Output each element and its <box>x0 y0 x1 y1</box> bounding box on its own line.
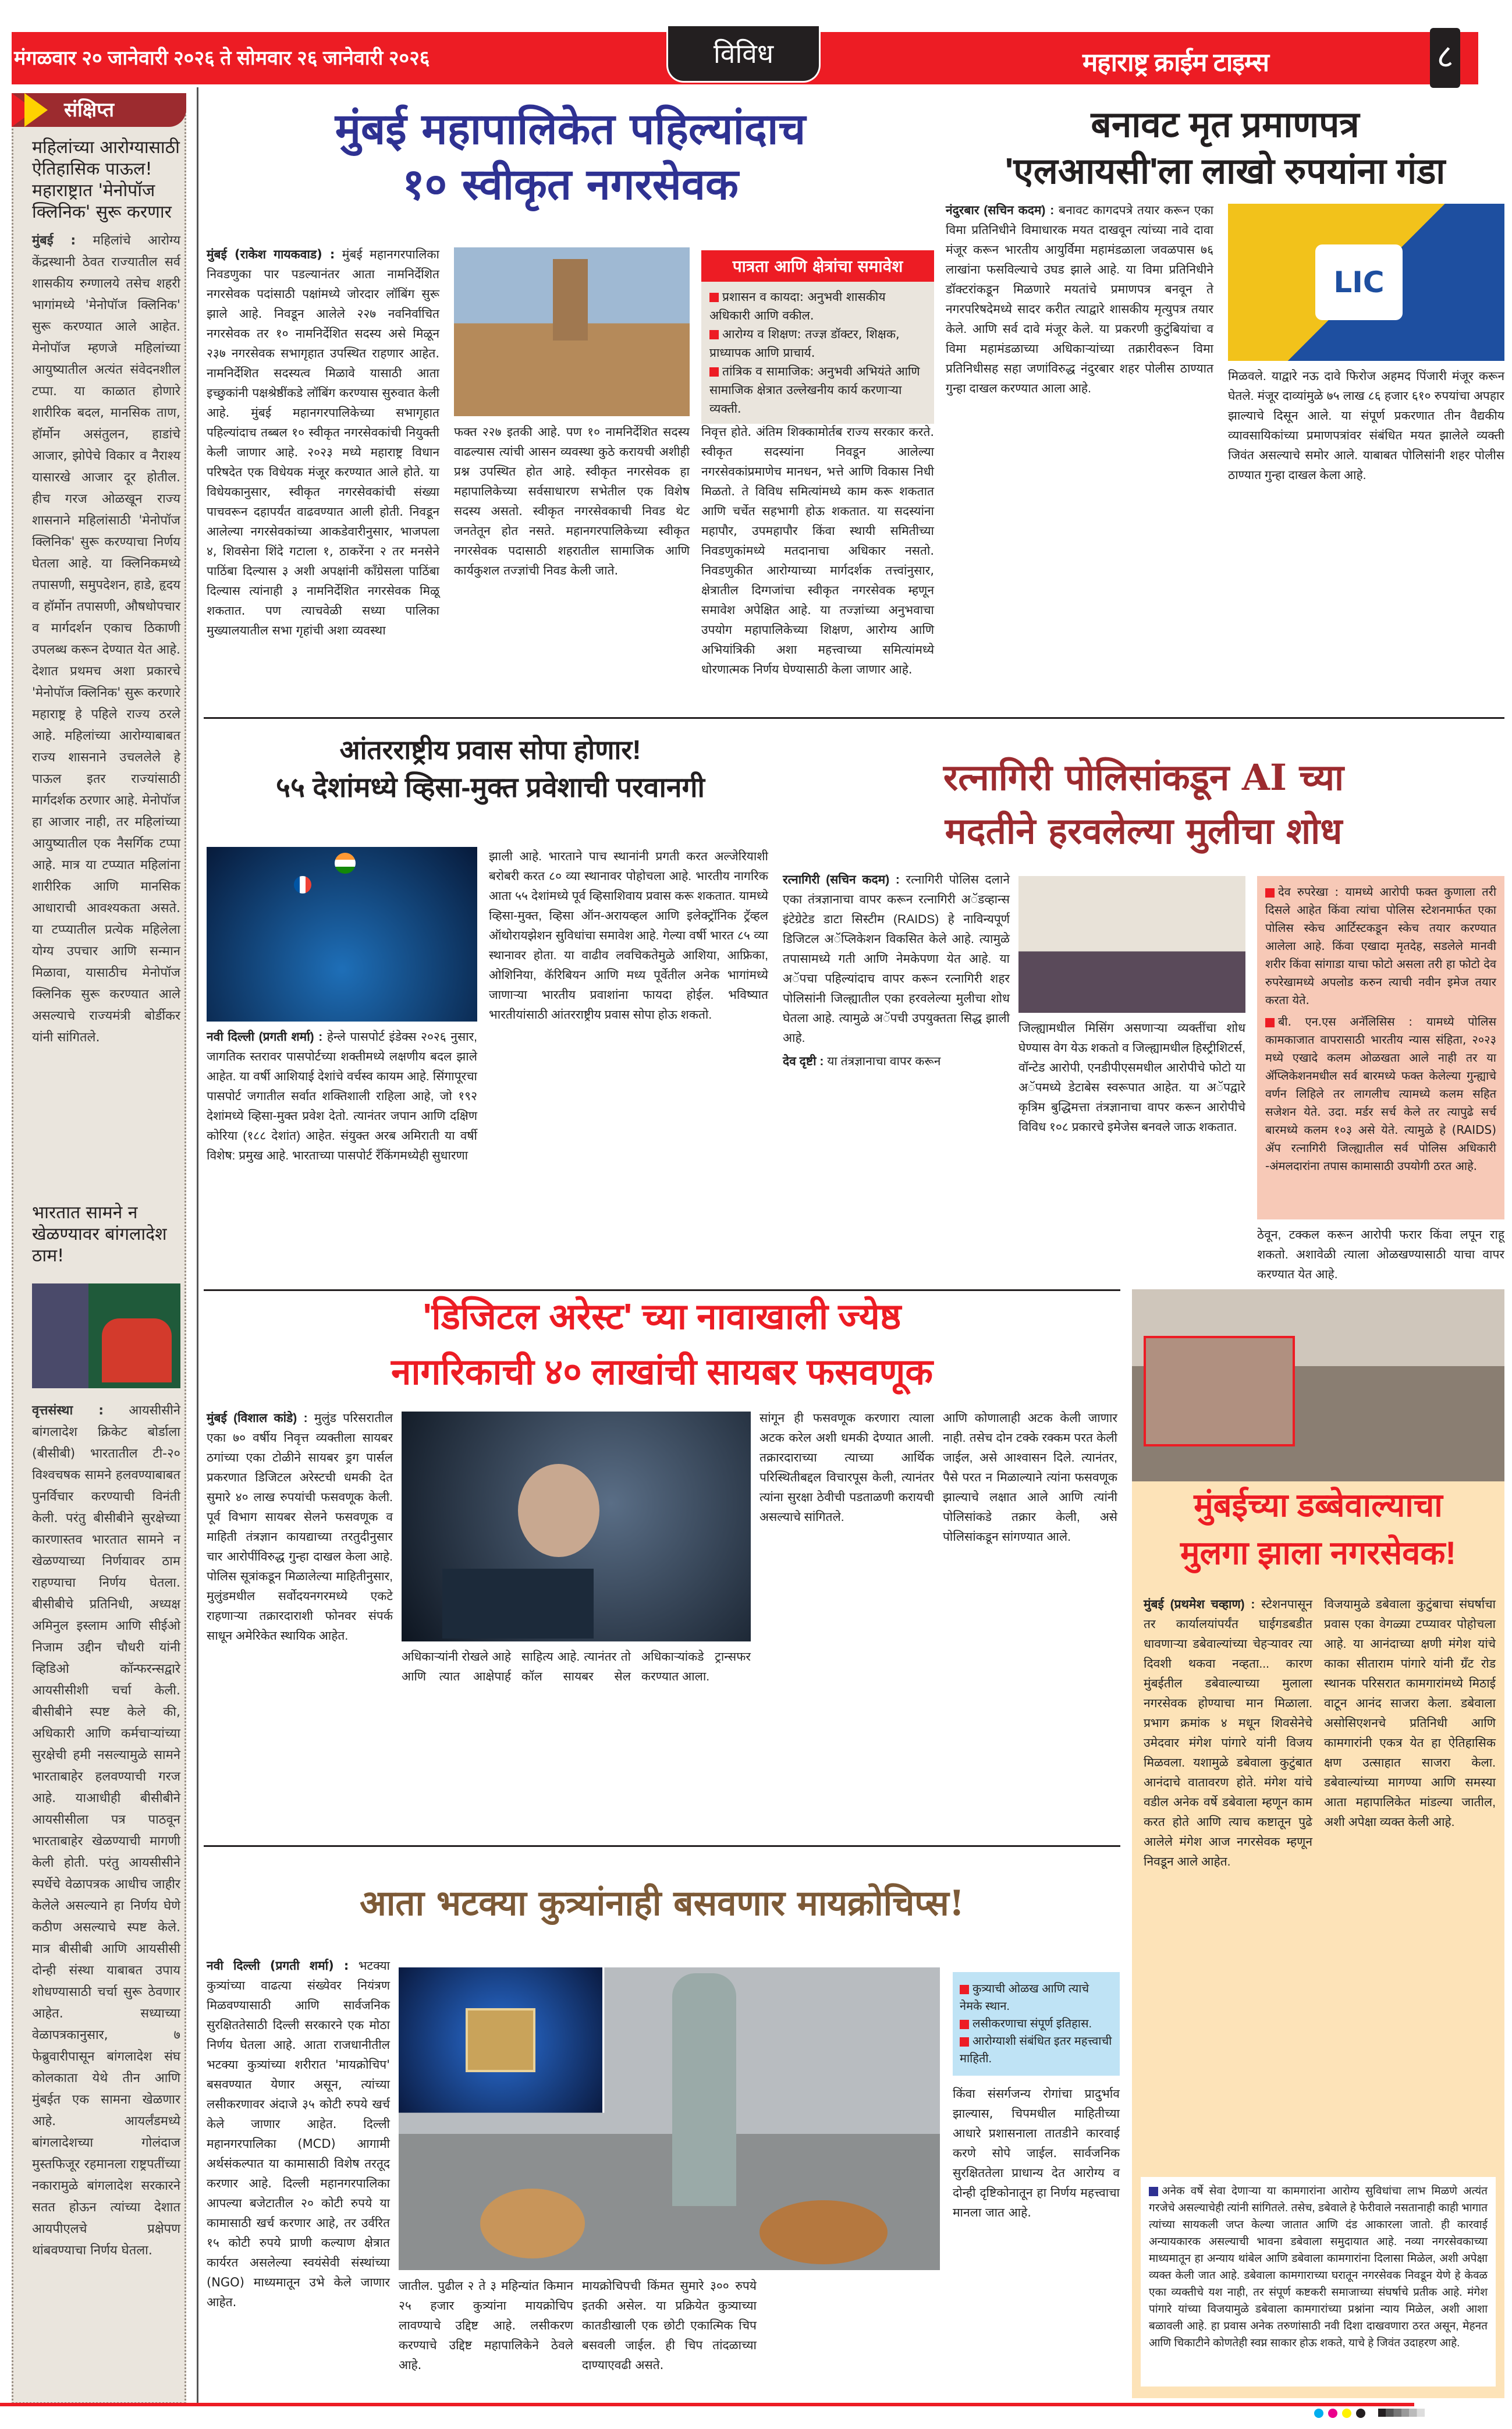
dabbawala-body-col2: विजयामुळे डबेवाला कुटुंबाचा संघर्षाचा प्रवास एका वेगळ्या टप्प्यावर पोहोचला आहे. या आनंदाच्या क्षणी मंगेश यांचे काका सीताराम पांगारे यांनी ग्रँट रोड स्थानक परिसरात कामगारांमध्ये मिठाई वाटून आनंद साजरा केला. डबेवाला असोसिएशनचे प्रतिनिधी आणि कामगारांनी एकत्र येत हा ऐतिहासिक क्षण उत्साहात साजरा केला. डबेवाल्यांच्या मागण्या आणि समस्या आता महापालिकेत मांडल्या जातील, अशी अपेक्षा व्यक्त केली आहे. <box>1324 1598 1496 1829</box>
brief-label: संक्षिप्त <box>64 98 115 122</box>
lead-body-col1 <box>207 244 439 710</box>
cyber-body-col3: सांगून ही फसवणूक करणारा त्याला अटक करेल अशी धमकी देण्यात आली. तक्रारदाराच्या त्याच्या आर्थिक परिस्थितीबद्दल विचारपूस केली, त्यानंतर त्यांना सुरक्षा ठेवीची पडताळणी करायची असल्याचे सांगितले. <box>759 1412 934 1524</box>
brief-story1-body <box>32 230 180 1045</box>
page-number: ८ <box>1430 28 1460 88</box>
dog-shape <box>759 2200 888 2264</box>
bullet-icon <box>709 330 719 339</box>
chip-icon <box>466 2008 535 2072</box>
dabbawala-dateline: मुंबई (प्रथमेश चव्हाण) : <box>1144 1598 1255 1611</box>
visa-headline <box>204 731 777 807</box>
cyber-dateline: मुंबई (विशाल कांडे) : <box>207 1412 308 1425</box>
issue-date-range: मंगळवार २० जानेवारी २०२६ ते सोमवार २६ जानेवारी २०२६ <box>14 47 430 69</box>
brief-story2-body <box>32 1400 180 2401</box>
brief-story1-dateline: मुंबई : <box>32 233 76 248</box>
chip-info-item <box>960 2015 1113 2033</box>
india-flag-icon <box>335 853 356 874</box>
bullet-icon <box>1149 2187 1158 2196</box>
dabbawala-headline <box>1135 1481 1502 1577</box>
building-tower-shape <box>553 259 588 341</box>
registration-marks <box>1314 2409 1425 2418</box>
visa-headline-line2: ५५ देशांमध्ये व्हिसा-मुक्त प्रवेशाची परवानगी <box>276 772 705 803</box>
newspaper-name: महाराष्ट्र क्राईम टाइम्स <box>1082 48 1269 77</box>
cyber-text-1: मुलुंड परिसरातील एका ७० वर्षीय निवृत्त व्यक्तीला सायबर ठगांच्या एका टोळीने सायबर ड्रग पार्सल प्रकरणात डिजिटल अरेस्टची धमकी देत सुमारे ४० लाख रुपयांची फसवणूक केली. पूर्व विभाग सायबर सेलने फसवणूक व माहिती तंत्रज्ञान कायद्याच्या तरतुदीनुसार चार आरोपींविरुद्ध गुन्हा दाखल केला आहे. पोलिस सूत्रांकडून मिळालेल्या माहितीनुसार, मुलुंडमधील सर्वोदयनगरमध्ये एकटे राहणाऱ्या तक्रारदाराशी फोनवर संपर्क साधून अमेरिकेत स्थायिक आहेत. <box>207 1412 393 1643</box>
france-flag-icon <box>294 876 311 893</box>
lic-headline-line2: 'एलआयसी'ला लाखो रुपयांना गंडा <box>1005 151 1446 192</box>
dabbawala-note-box <box>1141 2177 1496 2387</box>
brief-story2-headline: भारतात सामने न खेळण्यावर बांगलादेश ठाम! <box>32 1203 167 1266</box>
ai-text-1: रत्नागिरी पोलिस दलाने एका तंत्रज्ञानाचा वापर करून रत्नागिरी अॅडव्हान्स इंटेग्रेटेड डाटा सिस्टीम (RAIDS) हे नाविन्यपूर्ण डिजिटल अॅप्लिकेशन विकसित केले आहे. त्यामुळे तपासामध्ये गती आणि नेमकेपणा येत आहे. या अॅपचा पहिल्यांदाच वापर करून रत्नागिरी शहर पोलिसांनी जिल्ह्यातील एका हरवलेल्या मुलीचा शोध घेतला आहे. त्यामुळे अॅपची उपयुक्तता सिद्ध झाली आहे. <box>783 873 1010 1045</box>
cyber-headline-line2: नागरिकाची ४० लाखांची सायबर फसवणूक <box>391 1352 933 1392</box>
dog-body-col4: किंवा संसर्गजन्य रोगांचा प्रादुर्भाव झाल्यास, चिपमधील माहितीच्या आधारे प्रशासनाला तातडीने कारवाई करणे सोपे जाईल. सार्वजनिक सुरक्षिततेला प्राधान्य देत आरोग्य व दोन्ही दृष्टिकोनातून हा निर्णय महत्त्वाचा मानला जात आहे. <box>953 2087 1120 2219</box>
dog-dateline: नवी दिल्ली (प्रगती शर्मा) : <box>207 1959 349 1973</box>
chip-info-item <box>960 1980 1113 2015</box>
dabbawala-note-text: अनेक वर्षे सेवा देणाऱ्या या कामगारांना आरोग्य सुविधांचा लाभ मिळणे अत्यंत गरजेचे असल्याचेही त्यांनी सांगितले. तसेच, डबेवाले हे फेरीवाले नसतानाही काही भागात त्यांच्या सायकली जप्त केल्या जातात आणि दंड आकारला जातो. ही कारवाई अन्यायकारक असल्याची भावना डबेवाला समुदायात आहे. नव्या नगरसेवकाच्या माध्यमातून हा अन्याय थांबेल आणि डबेवाला कामगारांना दिलासा मिळेल, अशी अपेक्षा व्यक्त केली जात आहे. डबेवाला कामगाराच्या घरातून नगरसेवक निवडून येणे हे केवळ एका व्यक्तीचे यश नाही, तर संपूर्ण कष्टकरी समाजाच्या संघर्षाचे प्रतीक आहे. मंगेश पांगारे यांच्या विजयामुळे डबेवाला कामगारांच्या प्रश्नांना न्याय मिळेल, अशी आशा बळावली आहे. हा प्रवास अनेक तरुणांसाठी नवी दिशा दाखवणारा ठरत असून, मेहनत आणि चिकाटीने कोणतेही स्वप्न साकार होऊ शकते, याचे हे जिवंत उदाहरण आहे. <box>1149 2185 1488 2349</box>
lead-text-1: मुंबई महानगरपालिका निवडणुका पार पडल्यानंतर आता नामनिर्देशित नगरसेवक पदांसाठी पक्षांमध्ये जोरदार लॉबिंग सुरू झाले आहे. निवडून आलेले २२७ नवनिर्वाचित नगरसेवक तर १० नामनिर्देशित सदस्य असे मिळून २३७ नगरसेवक सभागृहात उपस्थित राहणार आहेत. नामनिर्देशित सदस्यत्व मिळावे यासाठी आता इच्छुकांनी पक्षश्रेष्ठींकडे लॉबिंग करण्यास सुरुवात केली आहे. मुंबई महानगरपालिकेच्या सभागृहात पहिल्यांदाच तब्बल १० स्वीकृत नगरसेवकांची नियुक्ती केली जाणार आहे. २०२३ मध्ये महाराष्ट्र विधान परिषदेत एक विधेयक मंजूर करण्यात आले होते. या विधेयकानुसार, स्वीकृत नगरसेवकांची संख्या पाचवरून दहापर्यंत वाढवण्यात आली होती. निवडून आलेल्या नगरसेवकांच्या आकडेवारीनुसार, भाजपला ४, शिवसेना शिंदे गटाला १, ठाकरेंना २ तर मनसेने पाठिंबा दिल्यास ३ अशी अपक्षांनी काँग्रेसला पाठिंबा दिल्यास त्यांनाही ३ नामनिर्देशित नगरसेवक मिळू शकतात. पण त्याचवेळी सध्या पालिका मुख्यालयातील सभा गृहांची अशा व्यवस्था <box>207 247 439 637</box>
eligibility-item-text: आरोग्य व शिक्षण: तज्ज्ञ डॉक्टर, शिक्षक, प्राध्यापक आणि प्राचार्य. <box>709 327 900 360</box>
yellow-dot-icon <box>1342 2409 1351 2418</box>
cyber-body-col4: आणि कोणालाही अटक केली जाणार नाही. तसेच दोन टक्के रक्कम परत केली जाईल, असे आश्वासन दिले. त्यानंतर, पैसे परत न मिळाल्याने त्यांना फसवणूक झाल्याचे लक्षात आले आणि त्यांनी पोलिसांकडे तक्रार केली, असे पोलिसांकडून सांगण्यात आले. <box>943 1412 1117 1544</box>
eligibility-item <box>709 288 926 325</box>
lead-dateline: मुंबई (राकेश गायकवाड) : <box>207 247 335 261</box>
dog-text-1: भटक्या कुत्र्यांच्या वाढत्या संख्येवर नियंत्रण मिळवण्यासाठी आणि सार्वजनिक सुरक्षिततेसाठी दिल्ली सरकारने एक मोठा निर्णय घेतला आहे. आता राजधानीतील भटक्या कुत्र्यांच्या शरीरात 'मायक्रोचिप' बसवण्यात येणार असून, त्यांच्या लसीकरणावर अंदाजे ३५ कोटी रुपये खर्च केले जाणार आहेत. दिल्ली महानगरपालिका (MCD) आगामी अर्थसंकल्पात या कामासाठी विशेष तरतूद करणार आहे. दिल्ली महानगरपालिका आपल्या बजेटातील २० कोटी रुपये या कामासाठी खर्च करणार आहे, तर उर्वरित १५ कोटी रुपये प्राणी कल्याण क्षेत्रात कार्यरत असलेल्या स्वयंसेवी संस्थांच्या (NGO) माध्यमातून उभे केले जाणार आहेत. <box>207 1959 390 2309</box>
lead-body-col2: फक्त २२७ इतकी आहे. पण १० नामनिर्देशित सदस्य वाढल्यास त्यांची आसन व्यवस्था कुठे करायची अशीही प्रश्न उपस्थित होत आहे. स्वीकृत नगरसेवक हा महापालिकेच्या सर्वसाधारण सभेतील एक विशेष सदस्य असतो. स्वीकृत नगरसेवकाची निवड थेट जनतेतून होत नसते. महानगरपालिकेच्या स्वीकृत नगरसेवक पदासाठी शहरातील सामाजिक आणि कार्यकुशल तज्ज्ञांची निवड केली जाते. <box>454 425 690 577</box>
cyan-dot-icon <box>1314 2409 1323 2418</box>
lic-body-col2: मिळवले. याद्वारे नऊ दावे फिरोज अहमद पिंजारी मंजूर करून घेतले. मंजूर दाव्यांमुळे ७५ लाख ८६ हजार ६१० रुपयांचा अपहार झाल्याचे दिसून आले. या संपूर्ण प्रकरणात तीन वैद्यकीय व्यावसायिकांच्या प्रमाणपत्रांवर संबंधित मयत झालेले व्यक्ती जिवंत असल्याचे समोर आले. याबाबत पोलिसांनी शहर पोलीस ठाण्यात गुन्हा दाखल केला आहे. <box>1228 370 1504 482</box>
visa-dateline: नवी दिल्ली (प्रगती शर्मा) : <box>207 1030 323 1044</box>
lead-headline-line1: मुंबई महापालिकेत पहिल्यांदाच <box>335 104 806 154</box>
ai-body-col2: जिल्ह्यामधील मिसिंग असणाऱ्या व्यक्तींचा शोध घेण्यास वेग येऊ शकतो व जिल्ह्यामधील हिस्ट्रीशिटर्स, वॉन्टेड आरोपी, एनडीपीएसमधील आरोपीचे फोटो या अॅपमध्ये डेटाबेस स्वरूपात आहेत. या अॅपद्वारे कृत्रिम बुद्धिमत्ता तंत्रज्ञानाचा वापर करून आरोपीचे विविध १०८ प्रकारचे इमेजेस बनवले जाऊ शकतात. <box>1018 1022 1245 1134</box>
chip-info-item <box>960 2033 1113 2068</box>
ai-features-box <box>1257 876 1504 1219</box>
chip-info-box <box>953 1972 1120 2076</box>
microchip-photo <box>399 1967 602 2113</box>
ai-body-col1 <box>783 870 1010 1283</box>
ai-headline-line2: मदतीने हरवलेल्या मुलीचा शोध <box>945 810 1343 852</box>
ai-feature-item <box>1265 883 1496 1009</box>
chip-info-text: लसीकरणाचा संपूर्ण इतिहास. <box>972 2017 1092 2030</box>
ai-feature-item <box>1265 1013 1496 1175</box>
ai-headline <box>783 751 1504 858</box>
brief-story1-headline: महिलांच्या आरोग्यासाठी ऐतिहासिक पाऊल! महाराष्ट्रात 'मेनोपॉज क्लिनिक' सुरू करणार <box>32 137 180 222</box>
eligibility-item <box>709 325 926 362</box>
lead-body-col3: निवृत्त होते. अंतिम शिक्कामोर्तब राज्य सरकार करते. स्वीकृत सदस्यांना निवडून आलेल्या नगरसेवकांप्रमाणेच मानधन, भत्ते आणि विकास निधी मिळतो. ते विविध समित्यांमध्ये काम करू शकतात आणि चर्चेत सहभागी होऊ शकतात. या सदस्यांना महापौर, उपमहापौर किंवा स्थायी समितीच्या निवडणुकांमध्ये मतदानाचा अधिकार नसतो. निवडणुकीत आरोग्याच्या मार्गदर्शक तत्त्वांनुसार, क्षेत्रातील दिग्गजांचा स्वीकृत नगरसेवक म्हणून समावेश अपेक्षित आहे. या तज्ज्ञांच्या अनुभवाचा उपयोग महापालिकेच्या शिक्षण, आरोग्य आणि अभियांत्रिकी अशा महत्त्वाच्या समित्यांमध्ये धोरणात्मक निर्णय घेण्यासाठी केला जाणार आहे. <box>701 425 934 676</box>
passport-globe-photo <box>207 847 477 1022</box>
lead-headline <box>204 102 937 212</box>
visa-body-col1 <box>207 1027 477 1283</box>
magenta-dot-icon <box>1328 2409 1337 2418</box>
lead-headline-line2: १० स्वीकृत नगरसेवक <box>402 159 739 210</box>
dabbawala-headline-line2: मुलगा झाला नगरसेवक! <box>1180 1534 1457 1571</box>
eligibility-sidebar <box>701 250 934 424</box>
ai-feature-text: देव रुपरेखा : यामध्ये आरोपी फक्त कुणाला तरी दिसले आहेत किंवा त्यांचा पोलिस स्टेशनमार्फत एका पोलिस स्केच आर्टिस्टकडून स्केच तयार करण्यात आलेला आहे. किंवा एखादा मृतदेह, सडलेले मानवी शरीर किंवा सांगाडा याचा फोटो असला तरी हा फोटो देव रुपरेखामध्ये अपलोड करुन त्याची नवीन इमेज तयार करता येते. <box>1265 885 1496 1007</box>
laptop-shape <box>442 1569 594 1639</box>
dog-headline: आता भटक्या कुत्र्यांनाही बसवणार मायक्रोचिप्स! <box>359 1883 965 1924</box>
cyber-headline <box>204 1289 1120 1400</box>
bullet-icon <box>709 367 719 377</box>
bullet-icon <box>709 293 719 302</box>
lic-dateline: नंदुरबार (सचिन कदम) : <box>946 204 1055 217</box>
bullet-icon <box>960 2037 969 2047</box>
eligibility-list <box>701 282 934 424</box>
section-rule <box>204 717 1504 719</box>
cyber-headline-line1: 'डिजिटल अरेस्ट' च्या नावाखाली ज्येष्ठ <box>423 1297 901 1337</box>
bullet-icon <box>960 2020 969 2029</box>
inset-photo <box>1144 1336 1295 1446</box>
black-dot-icon <box>1356 2409 1365 2418</box>
brief-arrow-yellow-icon <box>24 93 48 127</box>
eligibility-item-text: तांत्रिक व सामाजिक: अनुभवी अभियंते आणि सामाजिक क्षेत्रात उल्लेखनीय कार्य करणाऱ्या व्यक्ती. <box>709 364 920 416</box>
brief-story2-text: आयसीसीने बांगलादेश क्रिकेट बोर्डाला (बीसीबी) भारतातील टी-२० विश्वचषक सामने हलवण्याबाबत पुनर्विचार करण्याची विनंती केली. परंतु बीसीबीने सुरक्षेच्या कारणास्तव भारतात सामने न खेळण्याच्या निर्णयावर ठाम राहण्याचा निर्णय घेतला. बीसीबीचे प्रतिनिधी, अध्यक्ष अमिनुल इस्लाम आणि सीईओ निजाम उद्दीन चौधरी यांनी व्हिडिओ कॉन्फरन्सद्वारे आयसीसीशी चर्चा केली. बीसीबीने स्पष्ट केले की, अधिकारी आणि कर्मचाऱ्यांच्या सुरक्षेची हमी नसल्यामुळे सामने भारताबाहेर हलवण्याची गरज आहे. याआधीही बीसीबीने आयसीसीला पत्र पाठवून भारताबाहेर खेळण्याची मागणी केली होती. परंतु आयसीसीने स्पर्धेचे वेळापत्रक आधीच जाहीर केलेले असल्याने हा निर्णय घेणे कठीण असल्याचे स्पष्ट केले. मात्र बीसीबी आणि आयसीसी दोन्ही संस्था याबाबत उपाय शोधण्यासाठी चर्चा सुरू ठेवणार आहेत. सध्याच्या वेळापत्रकानुसार, ७ फेब्रुवारीपासून बांगलादेश संघ कोलकाता येथे तीन आणि मुंबईत एक सामना खेळणार आहे. आयर्लंडमध्ये बांगलादेशच्या गोलंदाज मुस्तफिजूर रहमानला राष्ट्रपतींच्या नकारामुळे बांगलादेश सरकारने सतत होऊन त्यांच्या देशात आयपीएलचे प्रक्षेपण थांबवण्याचा निर्णय घेतला. <box>32 1403 180 2258</box>
ai-tech-text: या तंत्रज्ञानाचा वापर करून <box>827 1055 941 1068</box>
section-rule <box>204 1845 1120 1847</box>
brief-story1-text: महिलांचे आरोग्य केंद्रस्थानी ठेवत राज्यातील सर्व शासकीय रुग्णालये तसेच शहरी भागांमध्ये 'मेनोपॉज क्लिनिक' सुरू करण्यात आले आहेत. मेनोपॉज म्हणजे महिलांच्या आयुष्यातील अत्यंत संवेदनशील टप्पा. या काळात होणारे शारीरिक बदल, मानसिक ताण, हॉर्मोन असंतुलन, हाडांचे आजार, झोपेचे विकार व नैराश्य यासारखे आजार दूर होतील. हीच गरज ओळखून राज्य शासनाने महिलांसाठी 'मेनोपॉज क्लिनिक' सुरू करण्याचा निर्णय घेतला आहे. या क्लिनिकमध्ये तपासणी, समुपदेशन, हाडे, हृदय व हॉर्मोन तपासणी, औषधोपचार व मार्गदर्शन एकाच ठिकाणी उपलब्ध करून देण्यात येत आहे. देशात प्रथमच अशा प्रकारचे 'मेनोपॉज क्लिनिक' सुरू करणारे महाराष्ट्र हे पहिले राज्य ठरले आहे. महिलांच्या आरोग्याबाबत राज्य शासनाने उचललेले हे पाऊल इतर राज्यांसाठी मार्गदर्शक ठरणार आहे. मेनोपॉज हा आजार नाही, तर महिलांच्या आयुष्यातील एक नैसर्गिक टप्पा आहे. मात्र या टप्प्यात महिलांना शारीरिक आणि मानसिक आधाराची आवश्यकता असते. या टप्प्यातील प्रत्येक महिलेला योग्य उपचार आणि सन्मान मिळावा, यासाठीच मेनोपॉज क्लिनिक सुरू करण्यात आले असल्याचे राज्यमंत्री बोर्डीकर यांनी सांगितले. <box>32 233 180 1045</box>
elderly-man-laptop-photo <box>402 1412 751 1641</box>
bullet-icon <box>1265 1018 1275 1027</box>
cyber-body-col1 <box>207 1409 393 1839</box>
bullet-icon <box>1265 888 1275 898</box>
column-divider <box>197 87 198 2404</box>
eligibility-item <box>709 362 926 418</box>
bangladesh-cricket-photo <box>32 1283 180 1388</box>
dog-body-col1 <box>207 1956 390 2398</box>
eligibility-title: पात्रता आणि क्षेत्रांचा समावेश <box>701 250 934 282</box>
dabbawala-body-col1 <box>1144 1595 1312 2142</box>
visa-headline-line1: आंतरराष्ट्रीय प्रवास सोपा होणार! <box>339 735 641 765</box>
lic-text-1: बनावट कागदपत्रे तयार करून एका विमा प्रतिनिधीने विमाधारक मयत दाखवून त्यांच्या नावे दावा मंजूर करून भारतीय आयुर्विमा महामंडळाला जवळपास ७६ लाखांना फसविल्याचे उघड झाले आहे. या विमा प्रतिनिधीने डॉक्टरांकडून मिळणारे मयतांचे प्रमाणपत्र बनवून ते नगरपरिषदेमध्ये सादर करीत त्याद्वारे शासकीय मृत्युपत्र तयार केले. आणि सर्व दावे मंजूर केले. या प्रकरणी कुटुंबियांचा व विमा महामंडळाच्या अधिकाऱ्यांच्या तक्रारीवरून विमा प्रतिनिधीसह सहा जणांविरुद्ध नंदुरबार शहर पोलीस ठाण्यात गुन्हा दाखल करण्यात आला आहे. <box>946 204 1214 395</box>
dog-shape <box>480 2189 585 2258</box>
lic-logo-photo <box>1228 204 1504 361</box>
players-shape <box>102 1318 172 1382</box>
lic-headline-line1: बनावट मृत प्रमाणपत्र <box>1091 105 1360 145</box>
grayscale-strip <box>1378 2409 1425 2417</box>
chip-info-text: आरोग्याशी संबंधित इतर महत्त्वाची माहिती. <box>960 2035 1112 2065</box>
dabbawala-text-1: स्टेशनपासून तर कार्यालयांपर्यंत घाईगडबडीत धावणाऱ्या डबेवाल्यांच्या चेहऱ्यावर त्या दिवशी थकवा नव्हता... कारण मुंबईतील डबेवाल्याच्या मुलाला नगरसेवक होण्याचा मान मिळाला. प्रभाग क्रमांक ४ मधून शिवसेनेचे उमेदवार मंगेश पांगारे यांनी विजय मिळवला. यशामुळे डबेवाला कुटुंबात आनंदाचे वातावरण होते. मंगेश यांचे वडील अनेक वर्षे डबेवाला म्हणून काम करत होते आणि त्याच कष्टातून पुढे आलेले मंगेश आज नगरसेवक म्हणून निवडून आले आहेत. <box>1144 1598 1312 1868</box>
dog-body-col3: मायक्रोचिपची किंमत सुमारे ३०० रुपये इतकी असेल. या प्रक्रियेत कुत्र्याच्या कातडीखाली एक छोटी एकात्मिक चिप बसवली जाईल. ही चिप तांदळाच्या दाण्याएवढी असते. <box>582 2279 757 2372</box>
police-officers-photo <box>1018 876 1245 1013</box>
cyber-body-col2: अधिकाऱ्यांनी रोखले आहे आणि त्यात आक्षेपार्ह साहित्य आहे. त्यानंतर तो कॉल सायबर सेल अधिकाऱ्यांकडे ट्रान्सफर करण्यात आला. <box>402 1650 751 1683</box>
visa-body-col2: झाली आहे. भारताने पाच स्थानांनी प्रगती करत अल्जेरियाशी बरोबरी करत ८० व्या स्थानावर पोहोचला आहे. भारतीय नागरिक आता ५५ देशांमध्ये पूर्व व्हिसाशिवाय प्रवास करू शकतात. यामध्ये व्हिसा-मुक्त, व्हिसा ऑन-अरायव्हल आणि इलेक्ट्रॉनिक ट्रॅव्हल ऑथोरायझेशन सुविधांचा समावेश आहे. गेल्या वर्षी भारत ८५ व्या स्थानावर होता. या वाढीव लवचिकतेमुळे आशिया, आफ्रिका, ओशिनिया, कॅरिबियन आणि मध्य पूर्वेतील अनेक भागांमध्ये जाणाऱ्या भारतीय प्रवाशांना फायदा होईल. भविष्यात भारतीयांसाठी आंतरराष्ट्रीय प्रवास सोपा होऊ शकतो. <box>489 850 768 1022</box>
eligibility-item-text: प्रशासन व कायदा: अनुभवी शासकीय अधिकारी आणि वकील. <box>709 290 886 322</box>
chip-info-text: कुत्र्याची ओळख आणि त्याचे नेमके स्थान. <box>960 1983 1089 2013</box>
dog-body-col2: जातील. पुढील २ ते ३ महिन्यांत किमान २५ हजार कुत्र्यांना मायक्रोचिप लावण्याचे उद्दिष्ट आहे. लसीकरण करण्याचे उद्दिष्ट महापालिकेने ठेवले आहे. <box>399 2279 573 2372</box>
bmc-building-photo <box>454 247 690 416</box>
ai-headline-line1: रत्नागिरी पोलिसांकडून AI च्या <box>943 756 1344 799</box>
lic-logo-icon: LIC <box>1315 244 1403 320</box>
lic-headline <box>946 102 1504 195</box>
ai-feature-text: बी. एन.एस अनॅलिसिस : यामध्ये पोलिस कामकाजात वापरासाठी भारतीय न्यास संहिता, २०२३ मध्ये एखादे कलम ओळखता आले नाही तर या ॲप्लिकेशनमधील सर्व बारमध्ये फक्त केलेल्या गुन्ह्याचे वर्णन लिहिले तर लागलीच त्यामध्ये कलम सहित सजेशन येते. उदा. मर्डर सर्च केले तर त्यापुढे सर्च बारमध्ये कलम १०३ असे येते. त्यामुळे हे (RAIDS) ॲप रत्नागिरी जिल्ह्यातील सर्व पोलिस अधिकारी -अंमलदारांना तपास कामासाठी उपयोगी ठरत आहे. <box>1265 1015 1496 1173</box>
dabbawala-headline-line1: मुंबईच्या डब्बेवाल्याचा <box>1194 1487 1443 1523</box>
person-shape <box>672 1973 736 2206</box>
ai-tail-text: ठेवून, टक्कल करून आरोपी फरार किंवा लपून राहू शकतो. अशावेळी त्याला ओळखण्यासाठी याचा वापर करण्यात येत आहे. <box>1257 1228 1504 1281</box>
visa-text-1: हेन्ले पासपोर्ट इंडेक्स २०२६ नुसार, जागतिक स्तरावर पासपोर्टच्या शक्तीमध्ये लक्षणीय बदल झाले आहेत. या वर्षी आशियाई देशांचे वर्चस्व कायम आहे. सिंगापूरचा पासपोर्ट जगातील सर्वात शक्तिशाली राहिला आहे, जो १९२ देशांमध्ये व्हिसा-मुक्त प्रवेश देतो. त्यानंतर जपान आणि दक्षिण कोरिया (१८८ देशांत) आहेत. संयुक्त अरब अमिराती या वर्षी विशेष: प्रमुख आहे. भारताच्या पासपोर्ट रँकिंगमध्येही सुधारणा <box>207 1030 477 1162</box>
ai-dateline: रत्नागिरी (सचिन कदम) : <box>783 873 900 887</box>
brief-story2-dateline: वृत्तसंस्था : <box>32 1403 104 1418</box>
ai-tech-label: देव दृष्टी : <box>783 1055 824 1068</box>
man-head-shape <box>518 1464 599 1557</box>
section-tab: विविध <box>666 26 821 83</box>
dabbawala-crowd-photo <box>1132 1289 1504 1481</box>
lic-body-col1 <box>946 201 1213 707</box>
bullet-icon <box>960 1985 969 1994</box>
footer-rule <box>0 2403 1414 2406</box>
